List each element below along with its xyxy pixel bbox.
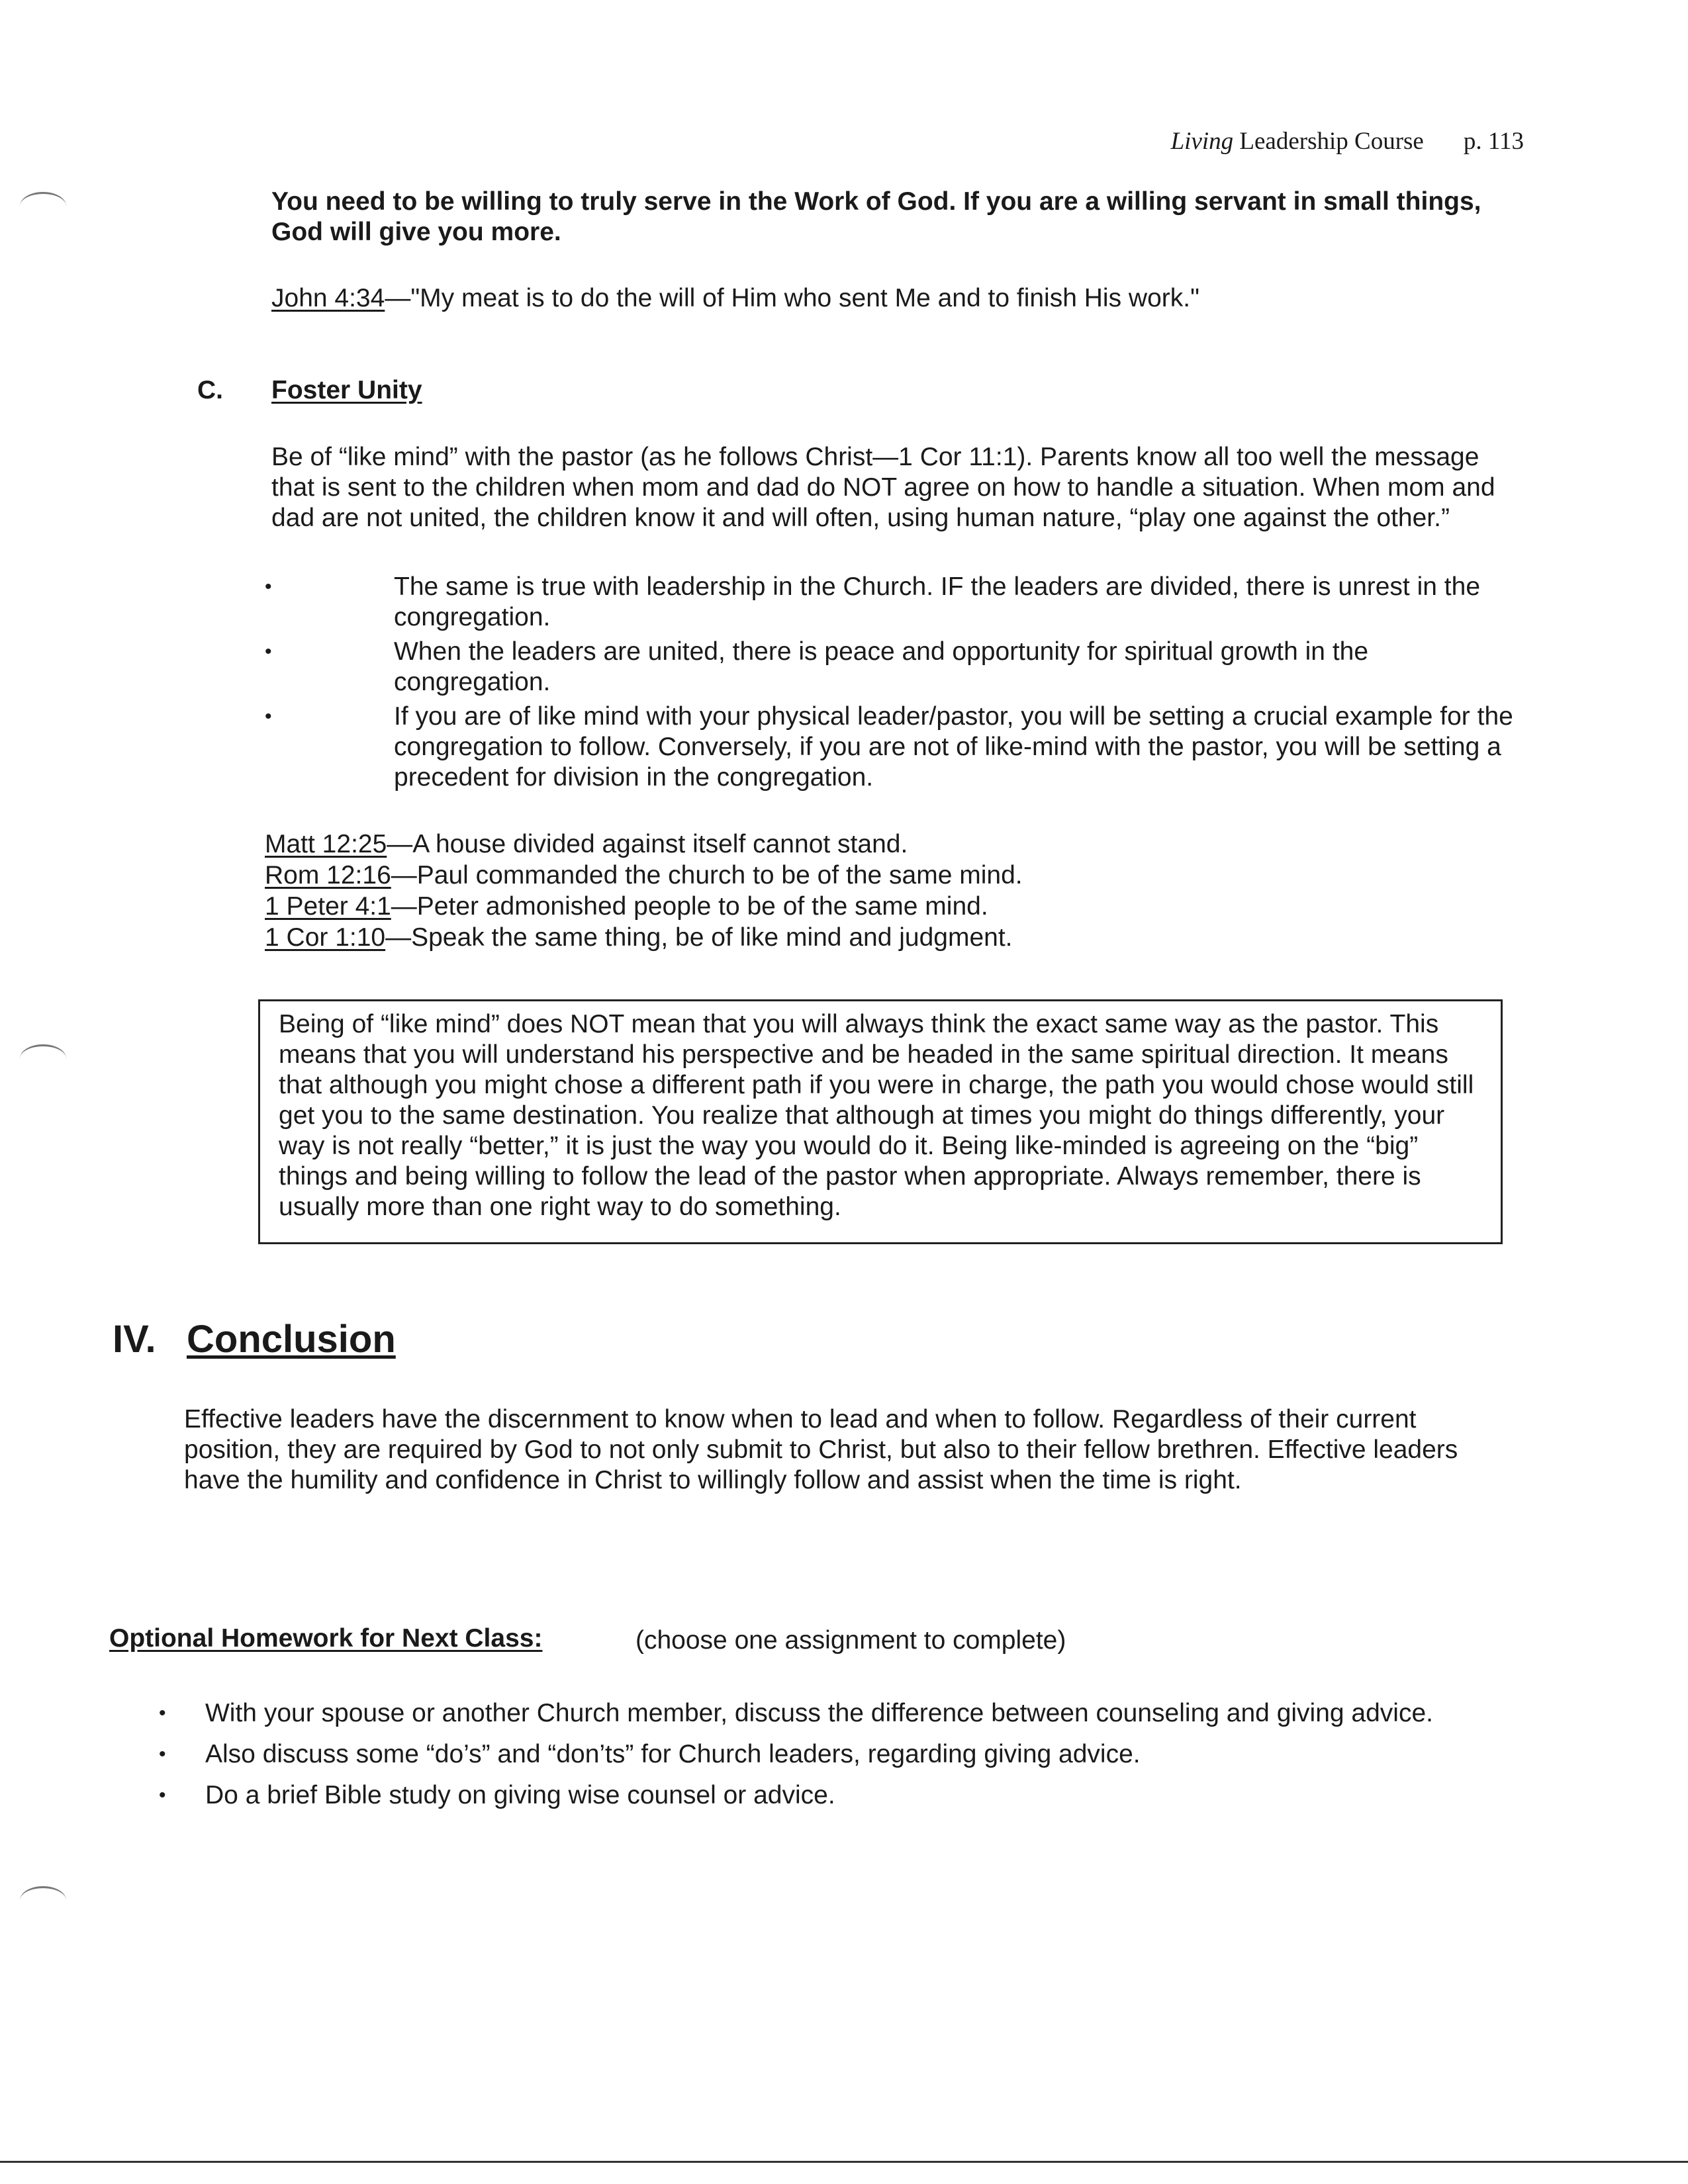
course-name: Leadership Course [1233, 128, 1424, 155]
course-name-italic: Living [1170, 128, 1234, 155]
page-number: p. 113 [1463, 128, 1524, 155]
conclusion-paragraph: Effective leaders have the discernment to know when to lead and when to follow. Regardless of their current position, they are required by God to not only submit to Christ, but also to their fellow brethren. Effective leaders have the humility and confidence in Christ to willingly follow and assist when the time is right. [184, 1405, 1458, 1494]
callout-text: Being of “like mind” does NOT mean that you will always think the exact same way as the pastor. This means that you will understand his perspective and be headed in the same spiritual direction. It means that although you might chose a different path if you were in charge, the path you would chose would still get you to the same destination. You realize that although at times you might do things differently, your way is not really “better,” it is just the way you would do it. Being like-minded is agreeing on the “big” things and being willing to follow the lead of the pastor when appropriate. Always remember, there is usually more than one right way to do something. [279, 1010, 1474, 1221]
bullet-icon: • [159, 1784, 166, 1806]
scripture-quote [271, 283, 1516, 314]
homework-title: Optional Homework for Next Class: [109, 1624, 543, 1653]
scripture-text: —Paul commanded the church to be of the same mind. [391, 861, 1023, 889]
bullet-icon: • [159, 1702, 166, 1724]
scripture-text: —Peter admonished people to be of the same mind. [391, 892, 988, 921]
callout-box [258, 999, 1503, 1244]
bullet-icon: • [159, 1743, 166, 1765]
bullet-text: The same is true with leadership in the Church. IF the leaders are divided, there is unrest in the congregation. [394, 572, 1481, 631]
scripture-text: —Speak the same thing, be of like mind and judgment. [385, 923, 1013, 952]
scripture-text: —"My meat is to do the will of Him who sent Me and to finish His work." [385, 284, 1199, 312]
homework-note: (choose one assignment to complete) [635, 1626, 1066, 1655]
reference-line [265, 891, 1523, 923]
scripture-ref: Rom 12:16 [265, 861, 391, 889]
scripture-ref: John 4:34 [271, 284, 385, 312]
scan-artifact [20, 192, 66, 220]
bullet-icon: • [265, 705, 272, 727]
scripture-ref: 1 Cor 1:10 [265, 923, 386, 952]
homework-list [159, 1698, 1516, 1821]
section-heading: Conclusion [187, 1318, 396, 1361]
bullet-text: With your spouse or another Church member, discuss the difference between counseling and giving advice. [205, 1699, 1433, 1727]
bullet-icon: • [265, 576, 272, 598]
list-item [265, 572, 1526, 633]
bullet-list [265, 572, 1526, 797]
page-bottom-edge [0, 2161, 1688, 2163]
section-paragraph: Be of “like mind” with the pastor (as he follows Christ—1 Cor 11:1). Parents know all too well the message that is sent to the children when mom and dad do NOT agree on how to handle a situation. When mom and dad are not united, the children know it and will often, using human nature, “play one against the other.” [271, 443, 1495, 532]
section-letter: C. [197, 376, 223, 404]
bullet-text: Do a brief Bible study on giving wise counsel or advice. [205, 1781, 835, 1809]
reference-line [265, 923, 1523, 954]
scripture-text: —A house divided against itself cannot stand. [387, 830, 908, 858]
lead-statement: You need to be willing to truly serve in the Work of God. If you are a willing servant in small things, God will give you more. [271, 187, 1481, 246]
running-header [1171, 127, 1524, 156]
scan-artifact [20, 1044, 66, 1073]
list-item [265, 702, 1526, 793]
bullet-text: Also discuss some “do’s” and “don’ts” for Church leaders, regarding giving advice. [205, 1740, 1141, 1768]
reference-line [265, 860, 1523, 891]
list-item [159, 1698, 1516, 1729]
bullet-text: When the leaders are united, there is peace and opportunity for spiritual growth in the congregation. [394, 637, 1369, 696]
scripture-references [265, 829, 1523, 954]
section-title: Foster Unity [271, 376, 422, 404]
scan-artifact [20, 1886, 66, 1915]
list-item [265, 637, 1526, 698]
bullet-text: If you are of like mind with your physical leader/pastor, you will be setting a crucial example for the congregation to follow. Conversely, if you are not of like-mind with the pastor, you will be setting a precedent for division in the congregation. [394, 702, 1513, 792]
list-item [159, 1780, 1516, 1811]
scripture-ref: Matt 12:25 [265, 830, 387, 858]
section-number: IV. [113, 1318, 156, 1361]
bullet-icon: • [265, 641, 272, 662]
list-item [159, 1739, 1516, 1770]
reference-line [265, 829, 1523, 860]
scripture-ref: 1 Peter 4:1 [265, 892, 391, 921]
